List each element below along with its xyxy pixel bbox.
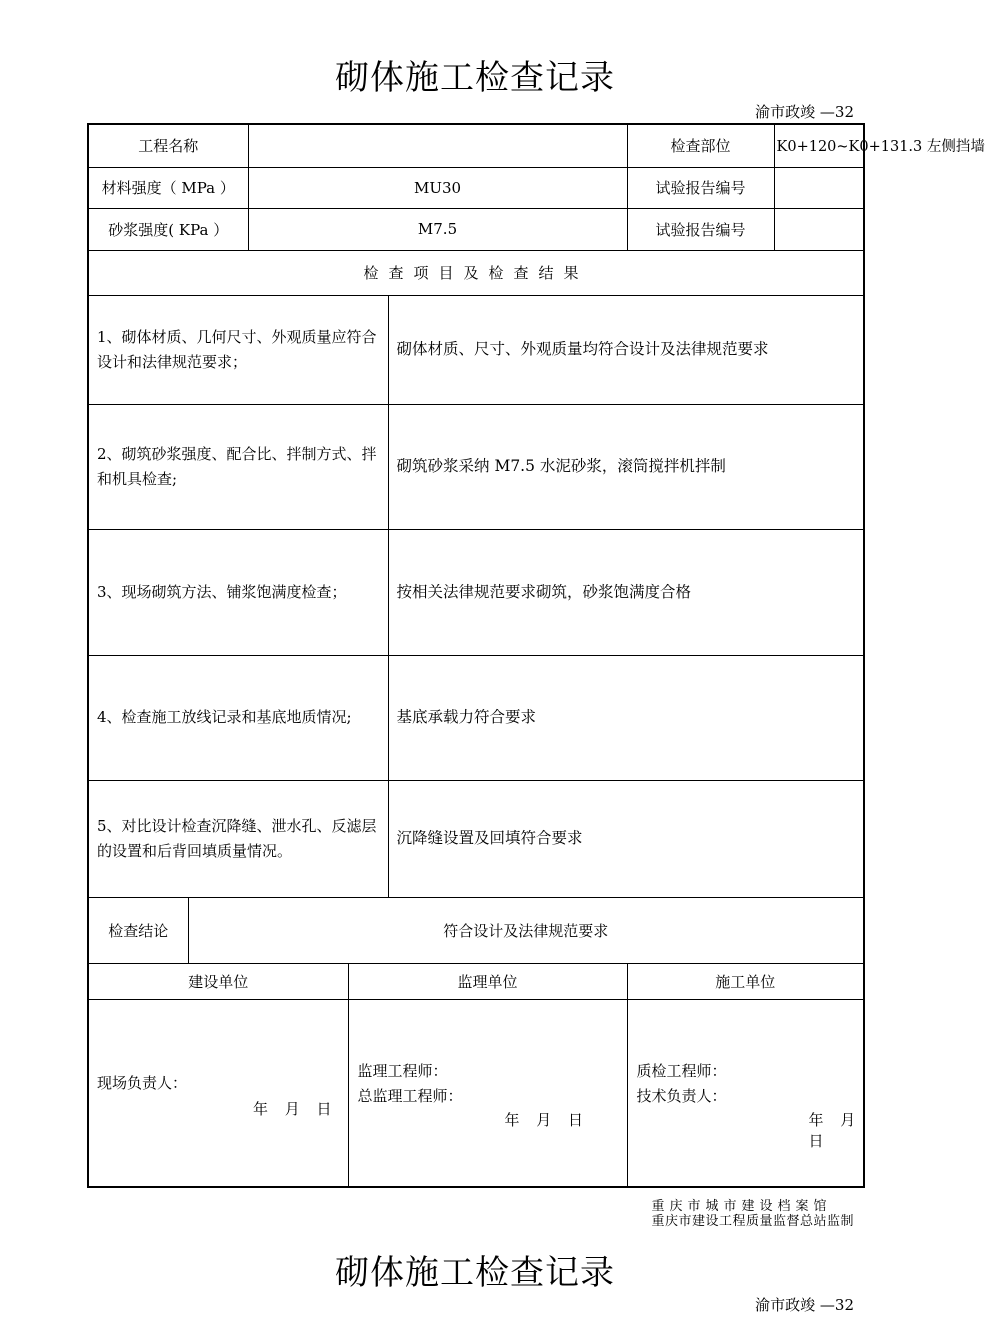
material-strength-label: 材料强度（ MPa ）: [88, 167, 248, 208]
footer-archive-line: 重庆市城市建设档案馆: [651, 1199, 832, 1214]
requirement-3: 3、现场砌筑方法、铺浆饱满度检查；: [88, 529, 388, 655]
contractor-signature-block: [627, 999, 864, 1187]
project-name-label: 工程名称: [88, 124, 248, 167]
result-4: 基底承载力符合要求: [388, 655, 864, 780]
material-strength-value: MU30: [248, 167, 627, 208]
supervising-engineer-label: 监理工程师：: [357, 1061, 448, 1080]
requirement-5: 5、对比设计检查沉降缝、泄水孔、反滤层的设置和后背回填质量情况。: [88, 780, 388, 897]
quality-engineer-label: 质检工程师：: [636, 1061, 727, 1080]
test-report-value-2: [774, 208, 864, 250]
footer-issuer: [651, 1199, 854, 1229]
form-code: 渝市政竣 —32: [755, 103, 854, 121]
result-5: 沉降缝设置及回填符合要求: [388, 780, 864, 897]
result-2: 砌筑砂浆采纳 M7.5 水泥砂浆，滚筒搅拌机拌制: [388, 404, 864, 529]
result-3: 按相关法律规范要求砌筑，砂浆饱满度合格: [388, 529, 864, 655]
supervision-signature-block: [348, 999, 627, 1187]
site-manager-label: 现场负责人：: [97, 1073, 188, 1092]
technical-manager-label: 技术负责人：: [636, 1086, 727, 1105]
mortar-strength-value: M7.5: [248, 208, 627, 250]
page-title: 砌体施工检查记录: [335, 58, 615, 98]
test-report-label-2: 试验报告编号: [627, 208, 774, 250]
conclusion-label: 检查结论: [88, 897, 188, 963]
mortar-strength-label: 砂浆强度( KPa ）: [88, 208, 248, 250]
inspection-location-value: K0+120~K0+131.3 左侧挡墙: [774, 124, 864, 167]
requirement-1: 1、砌体材质、几何尺寸、外观质量应符合设计和法律规范要求；: [88, 295, 388, 404]
contractor-date: 年 月 日: [808, 1110, 862, 1150]
inspection-form-table: [87, 123, 985, 1188]
construction-date: 年 月 日: [253, 1099, 338, 1118]
supervision-date: 年 月 日: [504, 1110, 590, 1129]
next-page-code: 渝市政竣 —32: [755, 1296, 854, 1314]
result-1: 砌体材质、尺寸、外观质量均符合设计及法律规范要求: [388, 295, 864, 404]
requirement-2: 2、砌筑砂浆强度、配合比、拌制方式、拌和机具检查;: [88, 404, 388, 529]
inspection-location-label: 检查部位: [627, 124, 774, 167]
construction-unit-header: 建设单位: [88, 963, 348, 999]
construction-signature-block: [88, 999, 348, 1187]
test-report-value-1: [774, 167, 864, 208]
conclusion-value: 符合设计及法律规范要求: [188, 897, 864, 963]
project-name-value: [248, 124, 627, 167]
supervision-unit-header: 监理单位: [348, 963, 627, 999]
footer-supervision-line: 重庆市建设工程质量监督总站监制: [651, 1214, 854, 1229]
section-header: 检查项目及检查结果: [88, 250, 864, 295]
next-page-title: 砌体施工检查记录: [335, 1253, 615, 1293]
test-report-label-1: 试验报告编号: [627, 167, 774, 208]
contractor-unit-header: 施工单位: [627, 963, 864, 999]
chief-supervising-engineer-label: 总监理工程师：: [357, 1086, 463, 1105]
requirement-4: 4、检查施工放线记录和基底地质情况;: [88, 655, 388, 780]
